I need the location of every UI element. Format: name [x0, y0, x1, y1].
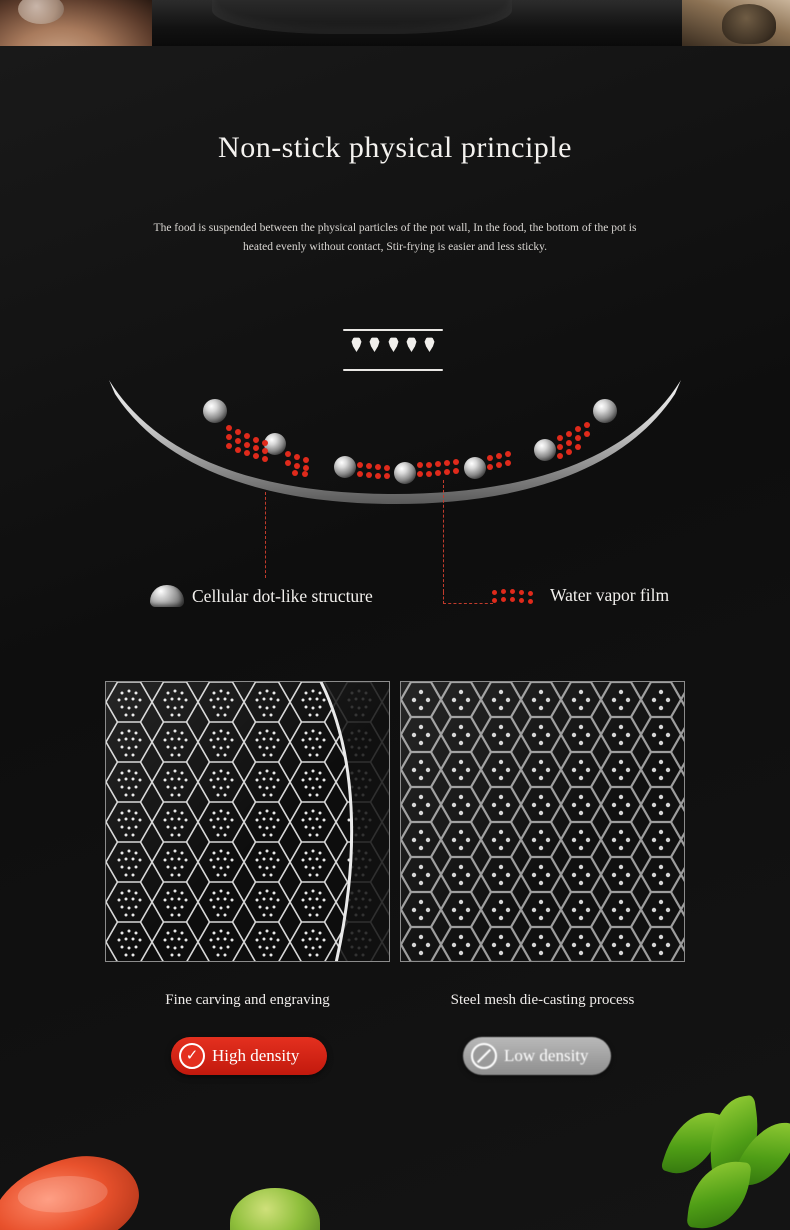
diagram-legend: [0, 585, 790, 621]
page-title: Non-stick physical principle: [218, 131, 572, 164]
page-subtitle: The food is suspended between the physical particles of the pot wall, In the food, the bottom of the pot is heated evenly without contact, Stir-frying is easier and less sticky.: [153, 222, 637, 253]
water-drop-icon: [406, 337, 417, 352]
legend-item-vapor: [490, 585, 669, 606]
water-drop-icon: [351, 337, 362, 352]
vegetable-photo: [230, 1188, 320, 1230]
fine-carving-hexagon-texture: [105, 681, 390, 962]
legend-label-vapor: Water vapor film: [550, 585, 670, 605]
comparison-images: [105, 681, 685, 962]
badge-high-density-label: High density: [212, 1046, 300, 1065]
photo-handle-fragment: [682, 0, 790, 46]
photo-hand-fragment: [0, 0, 152, 46]
legend-item-structure: [150, 585, 373, 607]
shrimp-photo: [0, 1145, 148, 1230]
water-drop-icon: [424, 337, 435, 352]
badge-low-density: [463, 1037, 611, 1075]
connector-line-right: [443, 480, 444, 592]
top-photo-strip: [0, 0, 790, 46]
steam-bar-top: [343, 329, 443, 331]
pan-cross-section: [105, 378, 685, 508]
connector-line-left: [265, 492, 266, 578]
hexagon-texture-left: [106, 682, 390, 962]
water-drop-icon: [369, 337, 380, 352]
steam-drop-row: [351, 337, 435, 352]
hexagon-texture-right: [401, 682, 685, 962]
water-drop-icon: [388, 337, 399, 352]
steam-drops-icon: [343, 329, 443, 379]
caption-steel-mesh: Steel mesh die-casting process: [450, 992, 635, 1008]
pan-wall-shape: [109, 380, 681, 504]
badge-low-density-label: Low density: [504, 1046, 589, 1065]
photo-pan-fragment: [152, 0, 682, 46]
steam-bar-bottom: [343, 369, 443, 371]
comparison-badges: [105, 1037, 685, 1085]
metal-bead-icon: [150, 585, 184, 607]
check-icon: ✓: [179, 1043, 205, 1069]
comparison-captions: [105, 992, 685, 1016]
pan-cross-section-svg: [105, 378, 685, 508]
prohibited-icon: [471, 1043, 497, 1069]
bottom-photo-strip: [0, 1085, 790, 1230]
steel-mesh-hexagon-texture: [400, 681, 685, 962]
legend-label-structure: Cellular dot-like structure: [192, 585, 373, 606]
herb-leaves-photo: [660, 1098, 790, 1230]
red-dots-icon: [490, 587, 542, 605]
caption-fine-carving: Fine carving and engraving: [165, 992, 330, 1008]
badge-high-density: [171, 1037, 327, 1075]
